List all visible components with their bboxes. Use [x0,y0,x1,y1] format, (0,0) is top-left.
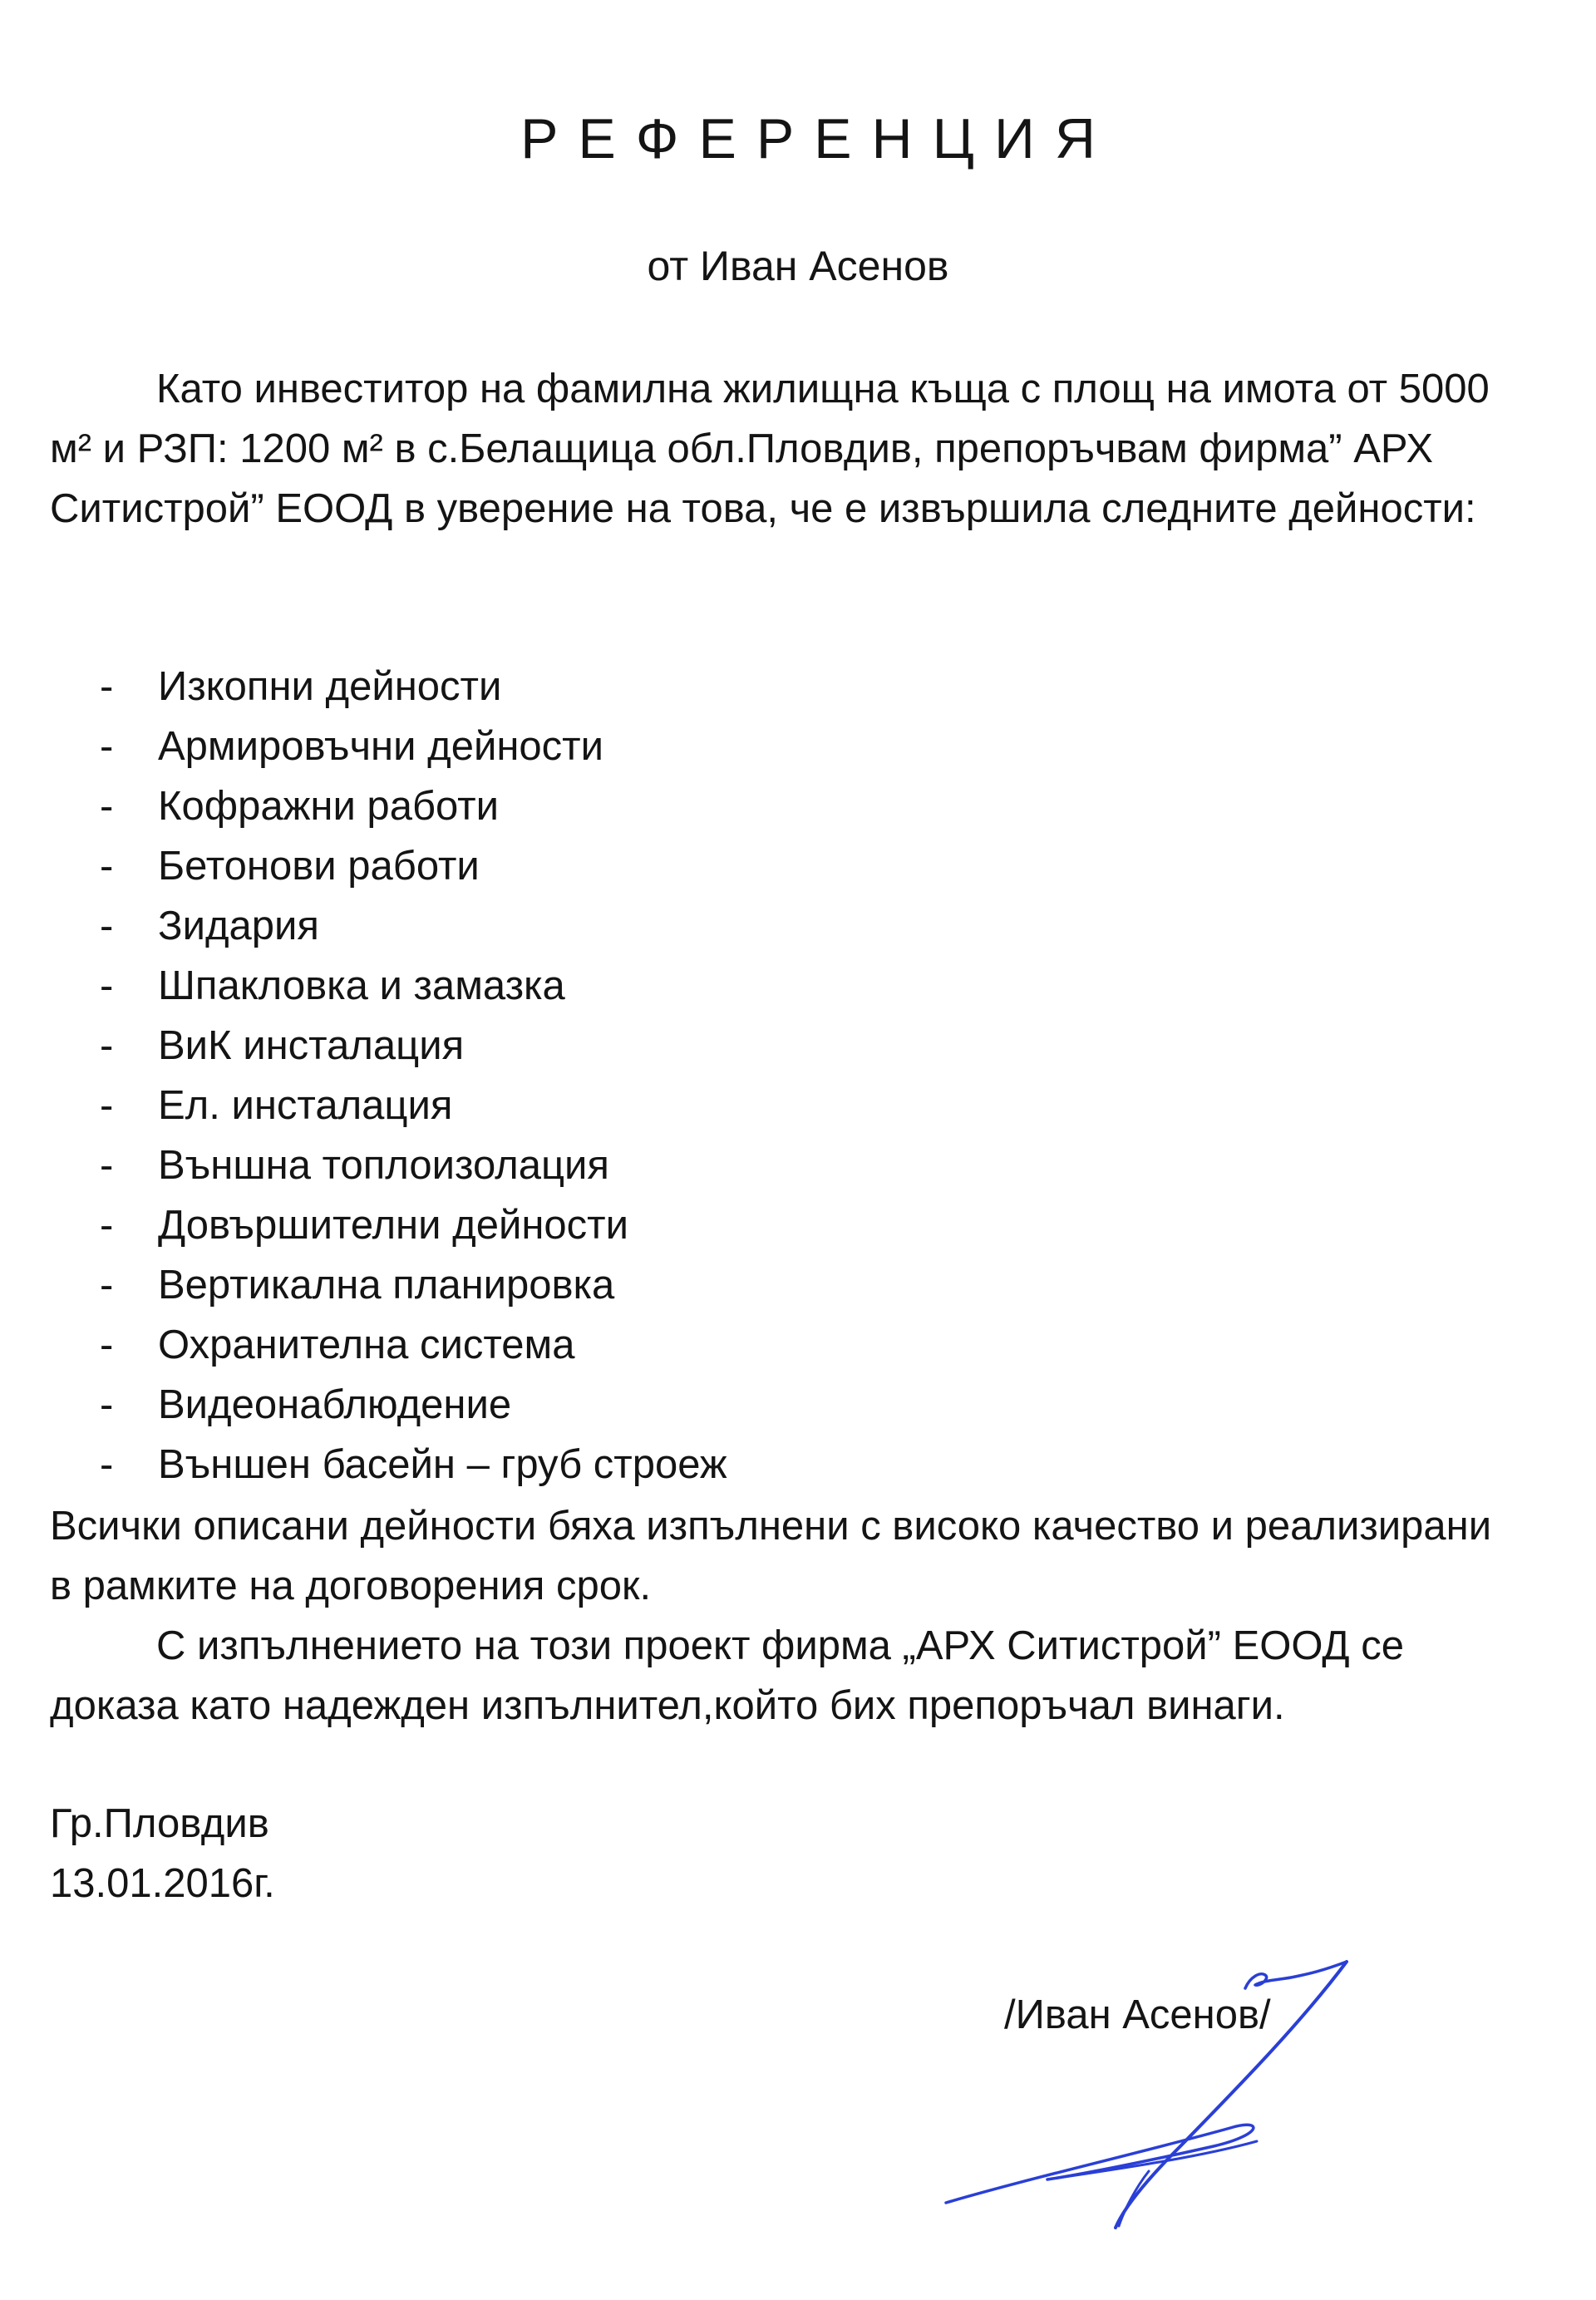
list-marker: - [100,1203,114,1248]
list-item [100,1255,727,1315]
list-marker: - [100,1263,114,1308]
list-item [100,896,727,956]
intro-paragraph: Като инвеститор на фамилна жилищна къща с площ на имота от 5000 м² и РЗП: 1200 м² в с.Белащица обл.Пловдив, препоръчвам фирма” АРХ Ситистрой” ЕООД в уверение на това, че е извършила следните дейности: [50,367,1490,531]
signature-stroke [946,2125,1254,2203]
list-item [100,956,727,1016]
list-item [100,1195,727,1255]
list-item [100,1016,727,1076]
list-item [100,1315,727,1375]
list-marker: - [100,1023,114,1068]
list-marker: - [100,664,114,709]
list-item [100,1375,727,1435]
list-marker: - [100,963,114,1008]
list-marker: - [100,1083,114,1128]
activity-label: Вертикална планировка [158,1263,615,1308]
activity-label: ВиК инсталация [158,1023,465,1068]
list-marker: - [100,1143,114,1188]
list-marker: - [100,1382,114,1427]
list-marker: - [100,784,114,829]
activity-label: Кофражни работи [158,784,499,829]
summary-paragraph: Всички описани дейности бяха изпълнени с високо качество и реализирани в рамките на договорения срок. [50,1504,1492,1608]
signer-name: /Иван Асенов/ [1004,1992,1271,2037]
activities-list [100,657,727,1495]
list-marker: - [100,844,114,889]
activity-label: Външна топлоизолация [158,1143,609,1188]
activity-label: Охранителна система [158,1322,575,1367]
list-marker: - [100,904,114,948]
document-title: РЕФЕРЕНЦИЯ [520,107,1116,170]
date-line: 13.01.2016г. [50,1861,275,1906]
signature-stroke [1116,1962,1347,2228]
list-marker: - [100,724,114,769]
list-item [100,1076,727,1135]
activity-label: Ел. инсталация [158,1083,453,1128]
activity-label: Армировъчни дейности [158,724,603,769]
list-item [100,1135,727,1195]
activity-label: Шпакловка и замазка [158,963,565,1008]
activity-label: Външен басейн – груб строеж [158,1442,727,1487]
activity-label: Довършителни дейности [158,1203,628,1248]
activity-label: Изкопни дейности [158,664,502,709]
activity-label: Бетонови работи [158,844,480,889]
document-subtitle: от Иван Асенов [647,243,949,289]
list-item [100,836,727,896]
activity-label: Видеонаблюдение [158,1382,512,1427]
list-item [100,657,727,717]
activity-label: Зидария [158,904,319,948]
list-marker: - [100,1442,114,1487]
signature-stroke [1245,1962,1347,1988]
place-line: Гр.Пловдив [50,1801,269,1846]
list-marker: - [100,1322,114,1367]
list-item [100,1435,727,1495]
handwritten-signature [931,1928,1396,2244]
list-item [100,776,727,836]
closing-paragraph: С изпълнението на този проект фирма „АРХ Ситистрой” ЕООД се доказа като надежден изпълнител,който бих препоръчал винаги. [50,1623,1404,1728]
list-item [100,717,727,776]
